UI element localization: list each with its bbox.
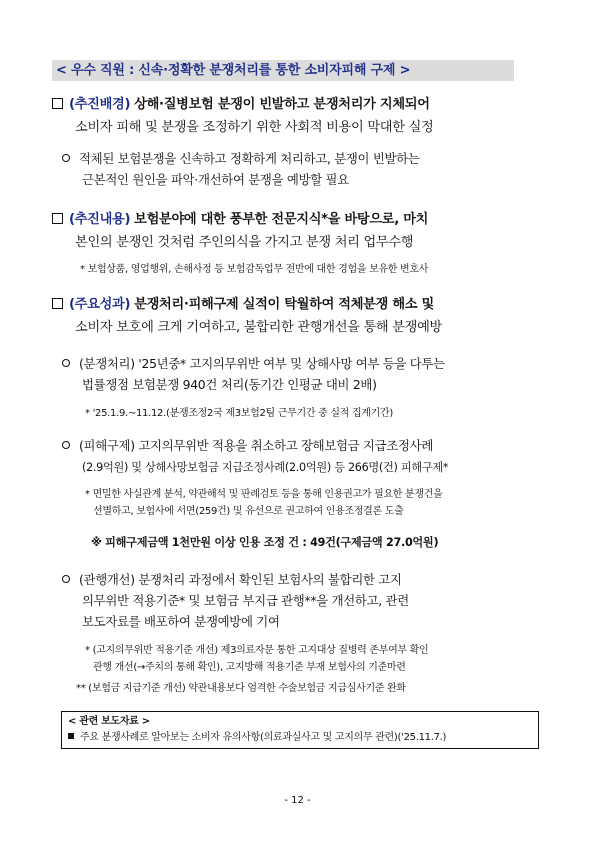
background-bullet <box>62 148 420 169</box>
relief-note-line1: * 면밀한 사실관계 분석, 약관해석 및 판례검토 등을 통해 인용권고가 필요한 분쟁건을 <box>85 489 443 500</box>
relief-note-line2: 선별하고, 보험사에 서면(259건) 및 유선으로 권고하여 인용조정결론 도출 <box>93 506 404 517</box>
dispute-bullet <box>62 353 445 374</box>
square-bullet-icon <box>68 733 74 739</box>
section-title: < 우수 직원 : 신속·정확한 분쟁처리를 통한 소비자피해 구제 > <box>52 60 514 81</box>
practice-note1-line2: 관행 개선(→주치의 통해 확인), 고지방해 적용기준 부재 보험사의 기준마련 <box>93 662 406 673</box>
background-line1: 상해·질병보험 분쟁이 빈발하고 분쟁처리가 지체되어 <box>134 97 430 112</box>
background-tag: (추진배경) <box>69 97 131 112</box>
circle-bullet-icon <box>62 359 70 367</box>
results-line1: 분쟁처리·피해구제 실적이 탁월하여 적체분쟁 해소 및 <box>134 297 434 312</box>
background-item <box>52 93 430 116</box>
practice-line3: 보도자료를 배포하여 분쟁예방에 기여 <box>82 614 280 629</box>
related-press-box <box>61 711 539 749</box>
practice-line2: 의무위반 적용기준* 및 보험금 부지급 관행**을 개선하고, 관련 <box>82 593 409 608</box>
practice-note1-line1: * (고지의무위반 적용기준 개선) 제3의료자문 통한 고지대상 질병력 존부여부 확인 <box>85 645 429 656</box>
background-line2: 소비자 피해 및 분쟁을 조정하기 위한 사회적 비용이 막대한 실정 <box>75 120 434 135</box>
content-item <box>52 208 428 231</box>
practice-bullet <box>62 569 402 590</box>
relief-line2: (2.9억원) 및 상해사망보험금 지급조정사례(2.0억원) 등 266명(건) 피해구제* <box>82 461 449 474</box>
page-number: - 12 - <box>284 795 311 806</box>
relief-line1: (피해구제) 고지의무위반 적용을 취소하고 장해보험금 지급조정사례 <box>79 438 434 453</box>
relief-bullet <box>62 435 433 456</box>
content-line1: 보험분야에 대한 풍부한 전문지식*을 바탕으로, 마치 <box>134 212 429 227</box>
related-item[interactable] <box>68 730 532 746</box>
circle-bullet-icon <box>62 575 70 583</box>
practice-note2: ** (보험금 지급기준 개선) 약관내용보다 엄격한 수술보험금 지급심사기준 완화 <box>76 683 406 694</box>
content-note: * 보험상품, 영업행위, 손해사정 등 보험감독업무 전반에 대한 경험을 보유한 변호사 <box>80 264 429 275</box>
content-tag: (추진내용) <box>69 212 131 227</box>
background-bullet-line2: 근본적인 원인을 파악·개선하여 분쟁을 예방할 필요 <box>82 172 349 187</box>
related-item-text: 주요 분쟁사례로 알아보는 소비자 유의사항(의료과실사고 및 고지의무 관련)('25.11.7.) <box>80 732 447 743</box>
related-heading: < 관련 보도자료 > <box>68 716 150 727</box>
dispute-line2: 법률쟁점 보험분쟁 940건 처리(동기간 인평균 대비 2배) <box>82 377 377 392</box>
dispute-line1: (분쟁처리) '25년중* 고지의무위반 여부 및 상해사망 여부 등을 다투는 <box>79 356 445 371</box>
results-item <box>52 293 434 316</box>
results-tag: (주요성과) <box>69 297 131 312</box>
background-bullet-line1: 적체된 보험분쟁을 신속하고 정확하게 처리하고, 분쟁이 빈발하는 <box>79 151 420 166</box>
checkbox-square-icon <box>52 213 63 224</box>
practice-line1: (관행개선) 분쟁처리 과정에서 확인된 보험사의 불합리한 고지 <box>79 572 402 587</box>
circle-bullet-icon <box>62 154 70 162</box>
content-line2: 본인의 분쟁인 것처럼 주인의식을 가지고 분쟁 처리 업무수행 <box>75 235 414 250</box>
dispute-note: * '25.1.9.~11.12.(분쟁조정2국 제3보험2팀 근무기간 중 실적 집계기간) <box>85 408 393 419</box>
checkbox-square-icon <box>52 298 63 309</box>
checkbox-square-icon <box>52 98 63 109</box>
circle-bullet-icon <box>62 441 70 449</box>
results-line2: 소비자 보호에 크게 기여하고, 불합리한 관행개선을 통해 분쟁예방 <box>75 320 442 335</box>
relief-summary: ※ 피해구제금액 1천만원 이상 인용 조정 건 : 49건(구제금액 27.0억원) <box>91 536 439 549</box>
